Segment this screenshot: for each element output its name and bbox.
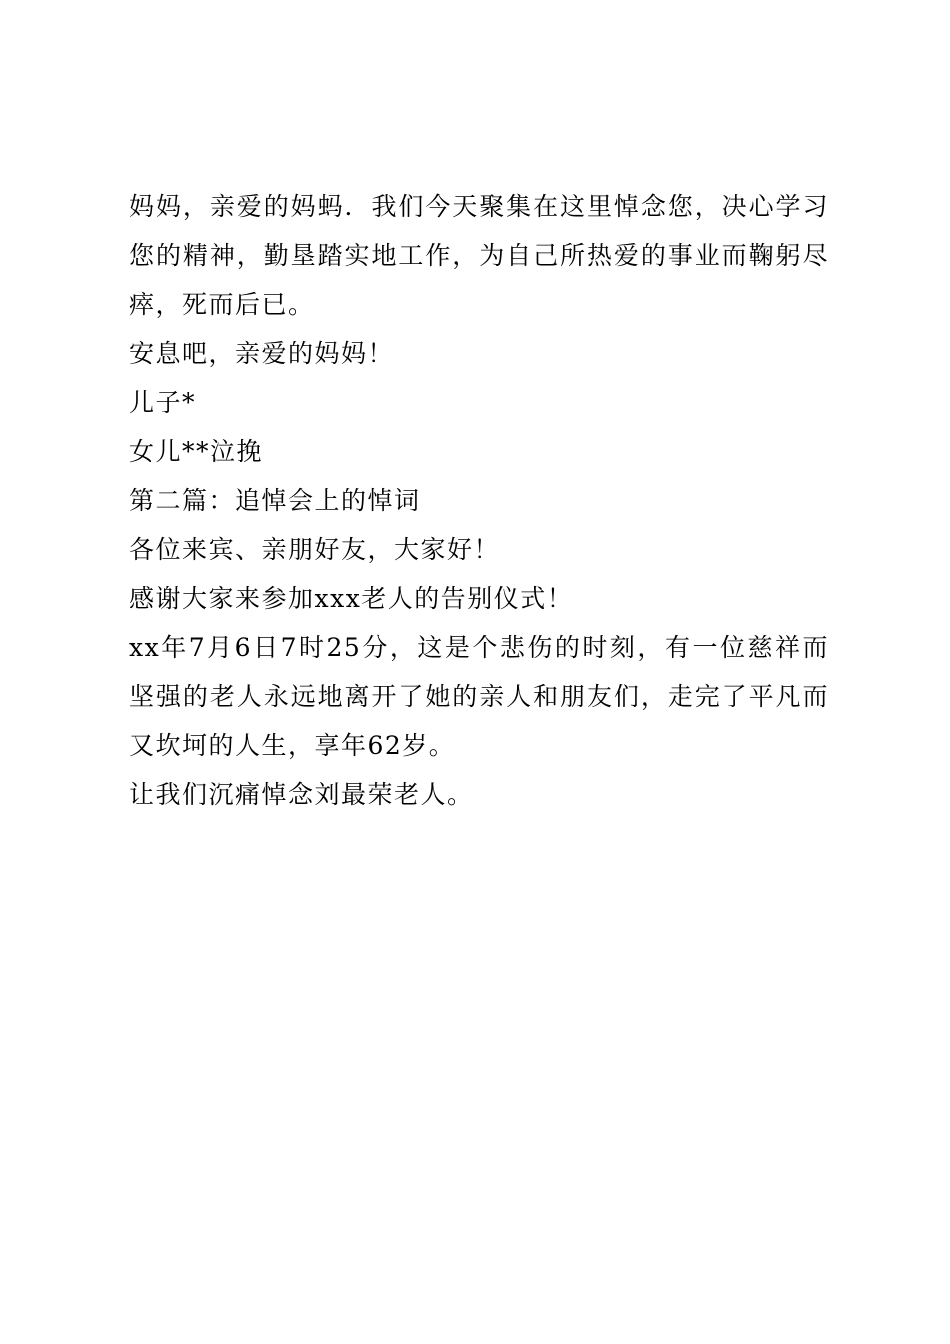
paragraph-thanks: 感谢大家来参加xxx老人的告别仪式！ xyxy=(129,584,574,613)
section-heading: 第二篇：追悼会上的悼词 xyxy=(129,486,421,515)
paragraph-closing-tribute: 妈妈，亲爱的妈蚂．我们今天聚集在这里悼念您，决心学习您的精神，勤垦踏实地工作，为自己所热爱的事业而鞠躬尽瘁，死而后已。 xyxy=(129,192,829,319)
paragraph-signature-son: 儿子* xyxy=(129,388,197,417)
paragraph-rest-in-peace: 安息吧，亲爱的妈妈！ xyxy=(129,339,395,368)
paragraph-mourning: 让我们沉痛悼念刘最荣老人。 xyxy=(129,780,474,809)
document-body xyxy=(129,182,829,819)
paragraph-greeting: 各位来宾、亲朋好友，大家好！ xyxy=(129,535,501,564)
paragraph-passing: xx年7月6日7时25分，这是个悲伤的时刻，有一位慈祥而坚强的老人永远地离开了她的亲人和朋友们，走完了平凡而又坎坷的人生，享年62岁。 xyxy=(129,633,829,760)
paragraph-signature-daughter: 女儿**泣挽 xyxy=(129,437,264,466)
